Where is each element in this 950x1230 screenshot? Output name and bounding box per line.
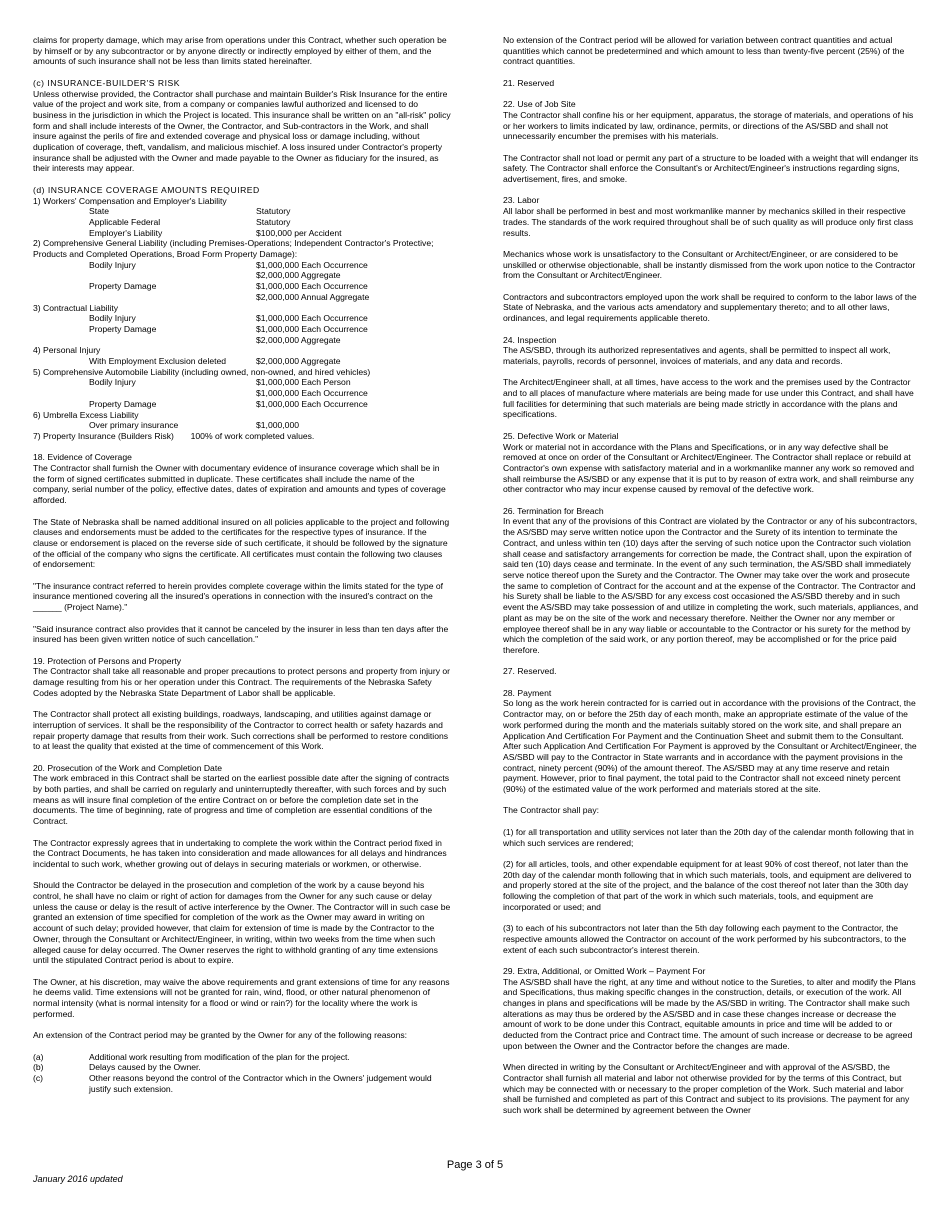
- section-18-paragraph: The State of Nebraska shall be named additional insured on all policies applicable to the project and following clauses and endorsements must be added to the certificates for the respective types of insurance. If the clause or endorsement is placed on the reverse side of such certificate, it should be followed by the signature of the official of the company who signs the certificate. All certificates must contain the following two clauses of endorsement:: [33, 516, 450, 570]
- coverage-schedule: [33, 196, 451, 442]
- section-22-paragraph: The Contractor shall confine his or her equipment, apparatus, the storage of materials, and operations of his or her workers to limits indicated by law, ordinance, permits, or directions of the AS/SBD and shall not unnecessarily encumber the premises with his materials.: [503, 109, 914, 142]
- builders-risk-heading: (c) INSURANCE-BUILDER'S RISK: [33, 77, 180, 88]
- section-28-paragraph: So long as the work herein contracted for is carried out in accordance with the provisions of the Contract, the Contractor may, on or before the 25th day of each month, make an appropriate estimate of the value of the work performed during the month and the materials suitably stored on the work site, and shall prepare an Application And Certification For Payment and the Continuation Sheet and submit them to the Consultant. After such Application And Certification For Payment is approved by the Consultant or Architect/Engineer, the AS/SBD will pay to the Contractor in State warrants and in accordance with the payment provisions in the contract, ninety percent (90%) of the amount thereof. The AS/SBD may at any time reserve and retain payment. However, prior to final payment, the total paid to the Contractor shall not exceed ninety percent (90%) of the estimated value of the work performed and materials stored at the site.: [503, 698, 917, 795]
- section-29-heading: 29. Extra, Additional, or Omitted Work – Payment For: [503, 965, 706, 976]
- section-27-heading: 27. Reserved.: [503, 666, 557, 677]
- schedule-row: Bodily Injury $1,000,000 Each Occurrence: [89, 259, 368, 270]
- schedule-row: With Employment Exclusion deleted $2,000,000 Aggregate: [89, 356, 341, 367]
- insurance-intro-paragraph: claims for property damage, which may arise from operations under this Contract, whether such operation be by himself or by any subcontractor or by anyone directly or indirectly employed by either of them, and the amounts of such insurance shall not be less than limits stated hereinafter.: [33, 35, 447, 67]
- list-item: (c) Other reasons beyond the control of the Contractor which in the Owners' judgement would justify such extension.: [33, 1072, 432, 1094]
- endorsement-clause: "The insurance contract referred to herein provides complete coverage within the limits stated for the type of insurance mentioned covering all the insured's operations in connection with the insured's contract on the ______ (Project Name).": [33, 580, 444, 613]
- section-28-heading: 28. Payment: [503, 687, 552, 698]
- section-19-paragraph: The Contractor shall protect all existing buildings, roadways, landscaping, and utilities against damage or interruption of services. It shall be the responsibility of the Contractor to correct health or safety hazards and repair property damage that results from their work. Such corrections shall be performed to restore conditions to at least the quality that existed at the time of commencement of this Work.: [33, 709, 449, 752]
- schedule-row: 2) Comprehensive General Liability (including Premises-Operations; Independent Contractor's Protective; Products and Completed Operations, Broad Form Property Damage):: [33, 238, 434, 260]
- schedule-row: 4) Personal Injury: [33, 345, 101, 356]
- section-24-heading: 24. Inspection: [503, 334, 557, 345]
- section-23-paragraph: Mechanics whose work is unsatisfactory to the Consultant or Architect/Engineer, or are considered to be unskilled or otherwise objectionable, shall be instantly dismissed from the work upon notice to the Contractor from the Consultant or Architect/Engineer.: [503, 248, 916, 281]
- section-24-paragraph: The Architect/Engineer shall, at all times, have access to the work and the premises used by the Contractor and to all places of manufacture where materials are being made for use under this Contract, and shall have full facilities for determining that such materials are being made strictly in accordance with the plans and specifications.: [503, 377, 914, 420]
- revision-date: January 2016 updated: [33, 1174, 123, 1184]
- schedule-row: Property Damage $1,000,000 Each Occurrence: [89, 281, 368, 292]
- section-18-paragraph: The Contractor shall furnish the Owner with documentary evidence of insurance coverage which shall be in the form of signed certificates submitted in duplicate. These certificates shall include the name of the company, serial number of the policy, effective dates, dates of expiration and amounts and types of coverage afforded.: [33, 463, 446, 506]
- section-20-heading: 20. Prosecution of the Work and Completion Date: [33, 762, 223, 773]
- section-18-heading: 18. Evidence of Coverage: [33, 452, 132, 463]
- schedule-row: Property Damage $1,000,000 Each Occurrence: [89, 398, 368, 409]
- builders-risk-paragraph: Unless otherwise provided, the Contractor shall purchase and maintain Builder's Risk Insurance for the entire value of the project and work site, from a company or companies lawful authorized and licensed to do business in the jurisdiction in which the Project is located. This insurance shall be written on an "all-risk" policy form and shall include interests of the Owner, the Contractor, and Sub-contractors in the Work, and shall insure against the perils of fire and extended coverage and physical loss or damage including, without duplication of coverage, theft, vandalism, and malicious mischief. A loss insured under Contractor's property insurance shall be adjusted with the Owner and made payable to the Owner as fiduciary for the insured, as their interests may appear.: [33, 88, 451, 174]
- section-23-paragraph: Contractors and subcontractors employed upon the work shall be required to conform to the labor laws of the State of Nebraska, and the various acts amendatory and supplementary thereto; and to all other laws, ordinances, and legal requirements applicable thereto.: [503, 291, 917, 324]
- section-20-paragraph: Should the Contractor be delayed in the prosecution and completion of the work by a cause beyond his control, he shall have no claim or right of action for damages from the Owner for any such cause or delay unless the cause or delay is the result of active interference by the Owner. The Contractor will in such case be granted an extension of time specified for completion of the work as the Owner may award in writing on account of such delay; provided however, that claim for extension of time is made by the Contractor to the Owner, through the Consultant or Architect/Engineer, in writing, within two weeks from the time when such alleged cause for delay occurred. The Owner reserves the right to withhold granting of any time extensions until the stipulated Contract period is about to expire.: [33, 880, 451, 966]
- section-19-heading: 19. Protection of Persons and Property: [33, 655, 182, 666]
- extension-variation-paragraph: No extension of the Contract period will be allowed for variation between contract quantities and actual quantities which cannot be predetermined and which amount to less than twenty-five percent (25%) of the contract quantities.: [503, 35, 905, 67]
- section-23-heading: 23. Labor: [503, 195, 540, 206]
- schedule-row: 5) Comprehensive Automobile Liability (including owned, non-owned, and hired vehicles): [33, 366, 371, 377]
- schedule-row: 3) Contractual Liability: [33, 302, 119, 313]
- schedule-row: 7) Property Insurance (Builders Risk) 100% of work completed values.: [33, 430, 315, 441]
- section-29-paragraph: When directed in writing by the Consultant or Architect/Engineer and with approval of the AS/SBD, the Contractor shall furnish all material and labor not otherwise provided for by the terms of this Contract, but which may be connected with or necessary to the proper completion of the Work. Such material and labor shall be furnished and completed as part of this Contract and subject to its provisions. The payment for any such work shall be determined by agreement between the Owner: [503, 1062, 910, 1116]
- section-21-heading: 21. Reserved: [503, 77, 555, 88]
- list-item: (a) Additional work resulting from modification of the plan for the project.: [33, 1051, 350, 1062]
- coverage-amounts-heading: (d) INSURANCE COVERAGE AMOUNTS REQUIRED: [33, 184, 260, 195]
- endorsement-clause: "Said insurance contract also provides that it cannot be canceled by the insurer in less than ten days after the insured has been given written notice of such cancellation.": [33, 623, 449, 645]
- list-item: (b) Delays caused by the Owner.: [33, 1062, 201, 1073]
- schedule-row: Employer's Liability $100,000 per Accident: [89, 227, 342, 238]
- schedule-row: Bodily Injury $1,000,000 Each Person: [89, 377, 351, 388]
- schedule-row: Applicable Federal Statutory: [89, 216, 291, 227]
- section-23-paragraph: All labor shall be performed in best and most workmanlike manner by mechanics skilled in their respective trades. The standards of the work required throughout shall be of such quality as will produce only first class results.: [503, 206, 914, 238]
- section-22-paragraph: The Contractor shall not load or permit any part of a structure to be loaded with a weight that will endanger its safety. The Contractor shall enforce the Consultant's or Architect/Engineer's instructions regarding signs, advertisement, fires, and smoke.: [503, 152, 919, 185]
- extension-reasons-list: [33, 1052, 451, 1095]
- section-26-paragraph: In event that any of the provisions of this Contract are violated by the Contractor or any of his subcontractors, the AS/SBD may serve written notice upon the Contractor and the Surety of its intention to terminate the Contract, and unless within ten (10) days after the serving of such notice upon the Contractor such violation shall cease and satisfactory arrangements for correction be made, the Contract shall, upon the expiration of said ten (10) days cease and terminate. In the event of any such termination, the AS/SBD shall immediately serve notice thereof upon the Surety and the Contractor. The Owner may take over the work and prosecute the same to completion of Contract for the account and at the expense of the Contractor. The Contractor and his Surety shall be liable to the AS/SBD for any excess cost occasioned the AS/SBD thereby and in such event the AS/SBD may take possession of and utilize in completing the work, such materials, appliances, and plant as may be on the site of the work and necessary therefore. Neither the Owner nor any member or employee thereof shall be in any way liable or accountable to the Contractor or his surety for the method by which the completion of the said work, or any portion thereof, may be accomplished or for the price paid therefore.: [503, 516, 919, 655]
- section-28-paragraph: (2) for all articles, tools, and other expendable equipment for at least 90% of cost thereof, not later than the 20th day of the calendar month following that in which such materials, tools, and equipment are delivered to and properly stored at the site of the project, and the balance of the cost thereof not later than the 30th day following the completion of that part of the work in which such materials, tools, and equipment are incorporated or used; and: [503, 858, 912, 912]
- section-19-paragraph: The Contractor shall take all reasonable and proper precautions to protect persons and property from injury or damage resulting from his or her operation under this Contract. The requirements of the Nebraska Safety Codes adopted by the Nebraska State Department of Labor shall be applicable.: [33, 666, 451, 698]
- section-28-paragraph: The Contractor shall pay:: [503, 805, 600, 816]
- section-25-heading: 25. Defective Work or Material: [503, 430, 619, 441]
- section-20-paragraph: An extension of the Contract period may be granted by the Owner for any of the following reasons:: [33, 1030, 408, 1041]
- section-28-paragraph: (1) for all transportation and utility services not later than the 20th day of the calendar month following that in which such services are rendered;: [503, 826, 914, 848]
- right-column: [503, 35, 921, 1116]
- section-20-paragraph: The Owner, at his discretion, may waive the above requirements and grant extensions of time for any reasons he deems valid. Time extensions will not be granted for rain, wind, flood, or other natural phenomenon of normal intensity (what is normal intensity for a flood or wind or rain?) for the locality where the work is performed.: [33, 976, 450, 1019]
- page-number: Page 3 of 5: [446, 1159, 504, 1171]
- schedule-row: State Statutory: [89, 206, 291, 217]
- section-24-paragraph: The AS/SBD, through its authorized representatives and agents, shall be permitted to inspect all work, materials, payrolls, records of personnel, invoices of materials, and any data and records.: [503, 345, 891, 366]
- section-29-paragraph: The AS/SBD shall have the right, at any time and without notice to the Sureties, to alter and modify the Plans and Specifications, thus making specific changes in the construction, details, or execution of the work. All changes in plans and specifications will be made by the AS/SBD in writing. The Contractor shall make such alterations as may thus be ordered by the AS/SBD and in case these changes increase or decrease the amount of work to be done under this Contract, equitable amounts in price and time will be added to or deducted from the Contract price and Contract time. The amount of such increase or decrease to be agreed upon between the Owner and the Contractor before the changes are made.: [503, 976, 916, 1051]
- left-column: [33, 35, 451, 1094]
- section-20-paragraph: The work embraced in this Contract shall be started on the earliest possible date after the signing of contracts by both parties, and shall be carried on regularly and uninterruptedly thereafter, with such forces and by such means as will insure final completion of the entire Contract on or before the completion date set in the documents. The time of beginning, rate of progress and time of completion are essential conditions of the Contract.: [33, 773, 450, 827]
- section-22-heading: 22. Use of Job Site: [503, 99, 576, 110]
- schedule-row: Bodily Injury $1,000,000 Each Occurrence: [89, 313, 368, 324]
- section-28-paragraph: (3) to each of his subcontractors not later than the 5th day following each payment to the Contractor, the respective amounts allowed the Contractor on account of the work performed by his subcontractors, to the extent of each such subcontractor's interest therein.: [503, 923, 907, 955]
- schedule-row: $1,000,000 Each Occurrence: [256, 388, 368, 399]
- schedule-row: 1) Workers' Compensation and Employer's Liability: [33, 195, 227, 206]
- section-25-paragraph: Work or material not in accordance with the Plans and Specifications, or in any way defective shall be removed at once on order of the Consultant or Architect/Engineer. The Contractor shall replace or rebuild at Contractor's own expense with satisfactory material and in a workmanlike manner any work so removed and shall reimburse the AS/SBD or any expense that it is put to by reason of extra work, and shall reimburse any other contractor who may incur expense caused by removal of the defective work.: [503, 441, 914, 495]
- schedule-row: Property Damage $1,000,000 Each Occurrence: [89, 323, 368, 334]
- schedule-row: $2,000,000 Annual Aggregate: [256, 291, 370, 302]
- section-26-heading: 26. Termination for Breach: [503, 505, 604, 516]
- schedule-row: $2,000,000 Aggregate: [256, 270, 341, 281]
- section-20-paragraph: The Contractor expressly agrees that in undertaking to complete the work within the Contract period fixed in the Contract Documents, he has taken into consideration and made allowances for all delays and hindrances incidental to such work, whether growing out of delays in securing materials or workmen, or otherwise.: [33, 837, 447, 869]
- schedule-row: $2,000,000 Aggregate: [256, 334, 341, 345]
- schedule-row: Over primary insurance $1,000,000: [89, 420, 300, 431]
- schedule-row: 6) Umbrella Excess Liability: [33, 409, 139, 420]
